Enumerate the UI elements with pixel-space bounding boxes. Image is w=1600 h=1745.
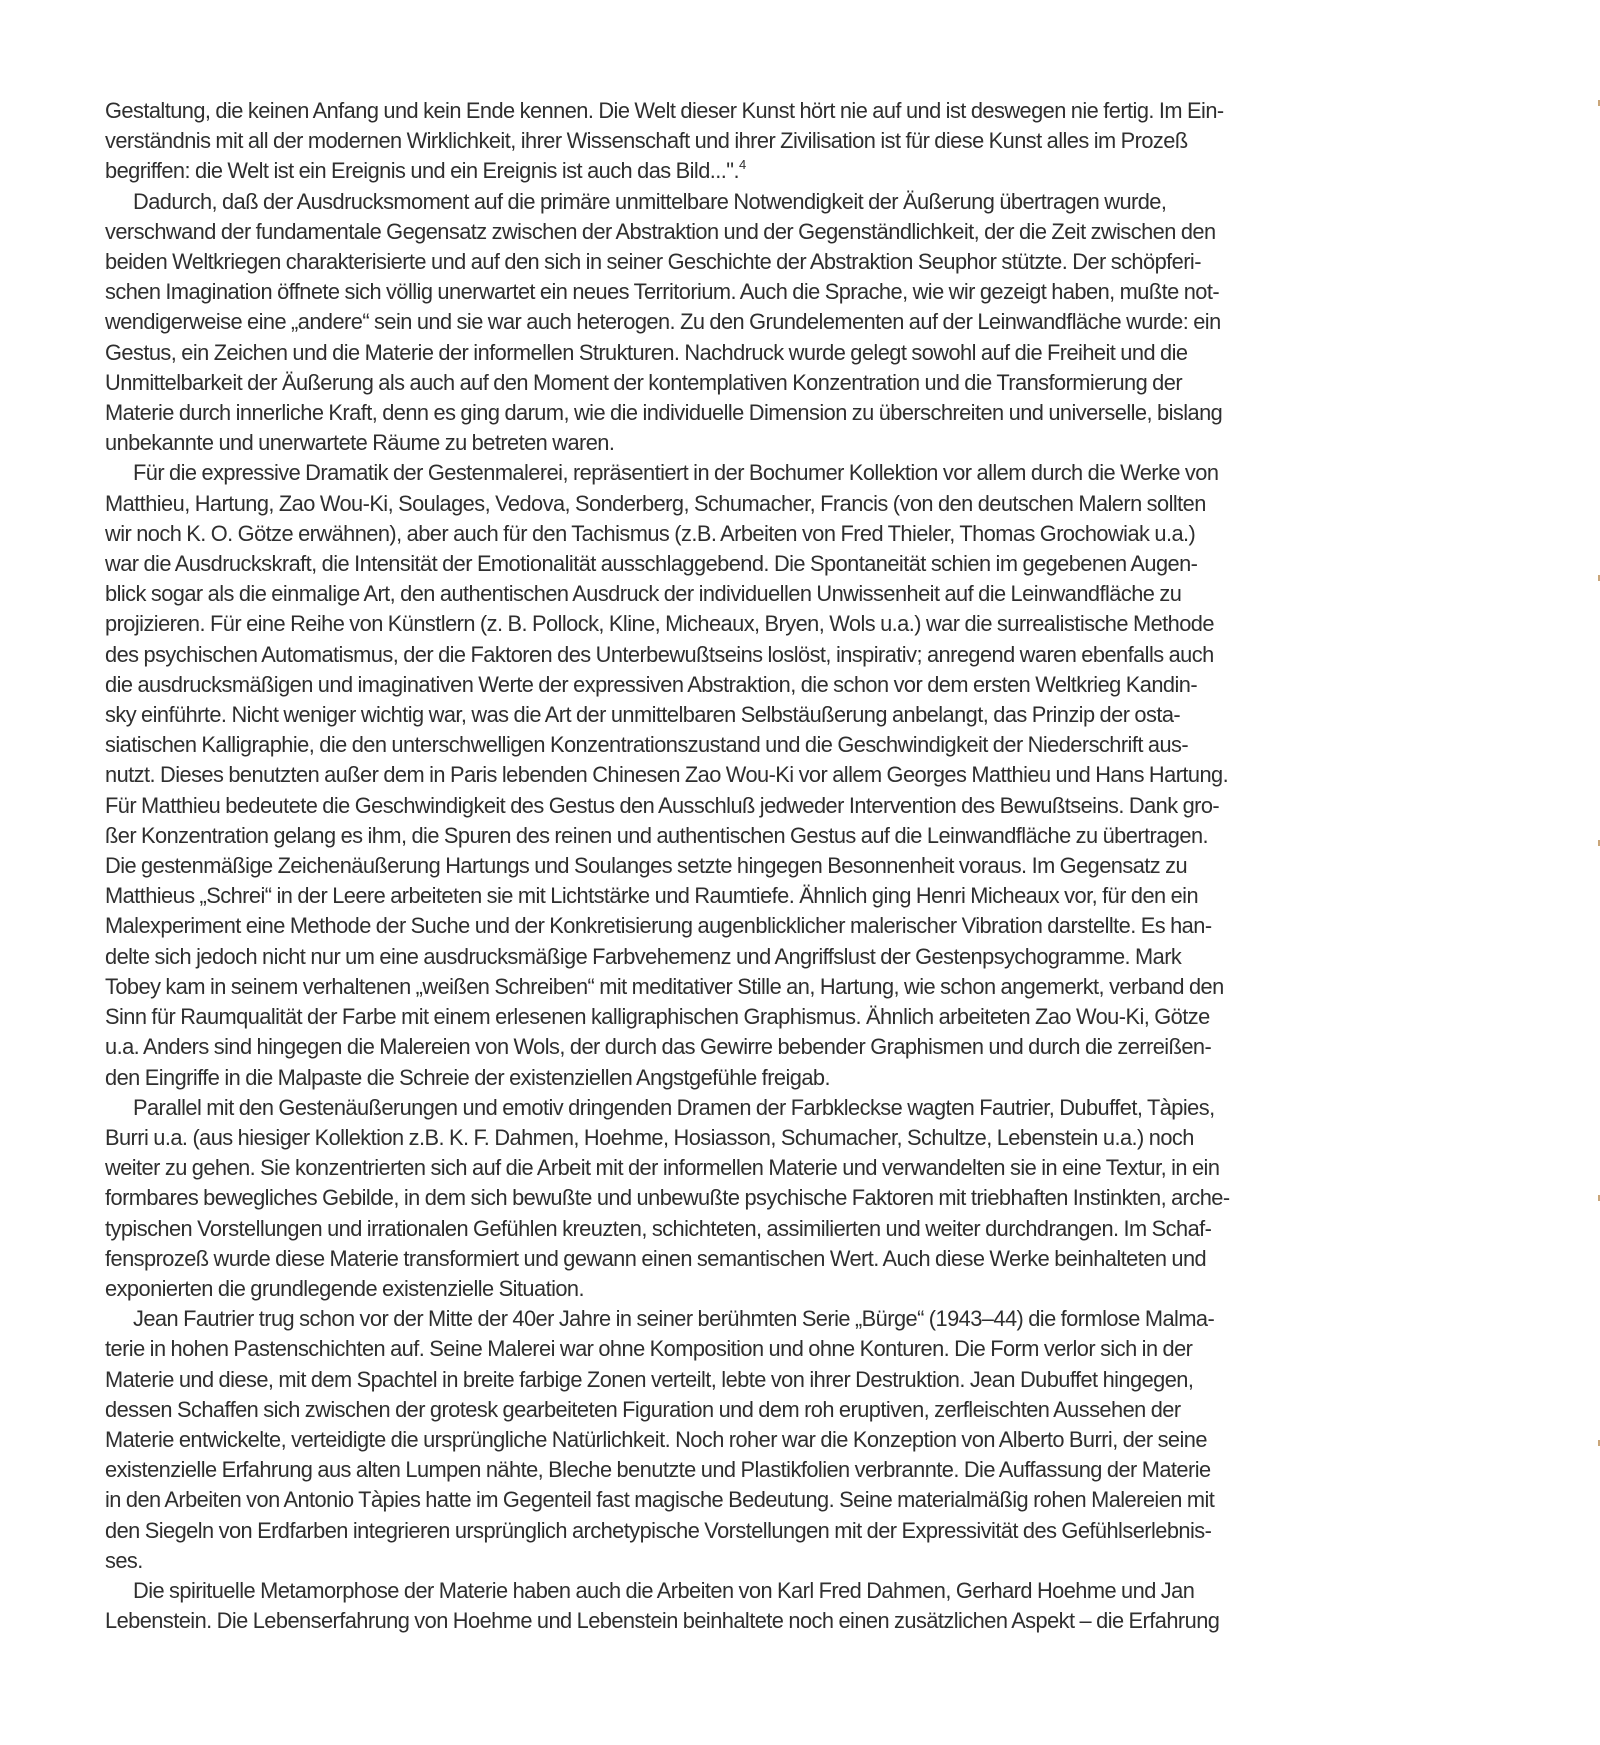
document-page	[105, 96, 1492, 1636]
paragraph-1	[105, 96, 1492, 187]
paragraph-4: Parallel mit den Gestenäußerungen und emotiv dringenden Dramen der Farbkleckse wagten Fautrier, Dubuffet, Tàpies, Burri u.a. (aus hiesiger Kollektion z.B. K. F. Dahmen, Hoehme, Hosiasson, Schumacher, Schultze, Lebenstein u.a.) noch weiter zu gehen. Sie konzentrierten sich auf die Arbeit mit der informellen Materie und verwandelten sie in eine Textur, in ein formbares bewegliches Gebilde, in dem sich bewußte und unbewußte psychische Faktoren mit triebhaften Instinkten, arche- typischen Vorstellungen und irrationalen Gefühlen kreuzten, schichteten, assimilierten und weiter durchdrangen. Im Schaf- fensprozeß wurde diese Materie transformiert und gewann einen semantischen Wert. Auch diese Werke beinhalteten und exponierten die grundlegende existenzielle Situation.	[105, 1094, 1230, 1301]
paragraph-2: Dadurch, daß der Ausdrucksmoment auf die primäre unmittelbare Notwendigkeit der Äußerung übertragen wurde, verschwand der fundamentale Gegensatz zwischen der Abstraktion und der Gegenständlichkeit, der die Zeit zwischen den beiden Weltkriegen charakterisierte und auf den sich in seiner Geschichte der Abstraktion Seuphor stützte. Der schöpferi- schen Imagination öffnete sich völlig unerwartet ein neues Territorium. Auch die Sprache, wie wir gezeigt haben, mußte not- wendigerweise eine „andere“ sein und sie war auch heterogen. Zu den Grundelementen auf der Leinwandfläche wurde: ein Gestus, ein Zeichen und die Materie der informellen Strukturen. Nachdruck wurde gelegt sowohl auf die Freiheit und die Unmittelbarkeit der Äußerung als auch auf den Moment der kontemplativen Konzentration und die Transformierung der Materie durch innerliche Kraft, denn es ging darum, wie die individuelle Dimension zu überschreiten und universelle, bislang unbekannte und unerwartete Räume zu betreten waren.	[105, 188, 1223, 456]
footnote-reference: 4	[739, 157, 747, 173]
paragraph-5: Jean Fautrier trug schon vor der Mitte der 40er Jahre in seiner berühmten Serie „Bürge“ (1943–44) die formlose Malma- terie in hohen Pastenschichten auf. Seine Malerei war ohne Komposition und ohne Konturen. Die Form verlor sich in der Materie und diese, mit dem Spachtel in breite farbige Zonen verteilt, lebte von ihrer Destruktion. Jean Dubuffet hingegen, dessen Schaffen sich zwischen der grotesk gearbeiteten Figuration und dem roh eruptiven, zerfleischten Aussehen der Materie entwickelte, verteidigte die ursprüngliche Natürlichkeit. Noch roher war die Konzeption von Alberto Burri, der seine existenzielle Erfahrung aus alten Lumpen nähte, Bleche benutzte und Plastikfolien verbrannte. Die Auffassung der Materie in den Arbeiten von Antonio Tàpies hatte im Gegenteil fast magische Bedeutung. Seine materialmäßig rohen Malereien mit den Siegeln von Erdfarben integrieren ursprünglich archetypische Vorstellungen mit der Expressivität des Gefühlserlebnis- ses.	[105, 1306, 1215, 1573]
paragraph-3: Für die expressive Dramatik der Gestenmalerei, repräsentiert in der Bochumer Kollektion vor allem durch die Werke von Matthieu, Hartung, Zao Wou-Ki, Soulages, Vedova, Sonderberg, Schumacher, Francis (von den deutschen Malern sollten wir noch K. O. Götze erwähnen), aber auch für den Tachismus (z.B. Arbeiten von Fred Thieler, Thomas Grochowiak u.a.) war die Ausdruckskraft, die Intensität der Emotionalität ausschlaggebend. Die Spontaneität schien im gegebenen Augen- blick sogar als die einmalige Art, den authentischen Ausdruck der individuellen Unwissenheit auf die Leinwandfläche zu projizieren. Für eine Reihe von Künstlern (z. B. Pollock, Kline, Micheaux, Bryen, Wols u.a.) war die surrealistische Methode des psychischen Automatismus, der die Faktoren des Unterbewußtseins loslöst, inspirativ; anregend waren ebenfalls auch die ausdrucksmäßigen und imaginativen Werte der expressiven Abstraktion, die schon vor dem ersten Weltkrieg Kandin- sky einführte. Nicht weniger wichtig war, was die Art der unmittelbaren Selbstäußerung anbelangt, das Prinzip der osta- siatischen Kalligraphie, die den unterschwelligen Konzentrationszustand und die Geschwindigkeit der Niederschrift aus- nutzt. Dieses benutzten außer dem in Paris lebenden Chinesen Zao Wou-Ki vor allem Georges Matthieu und Hans Hartung. Für Matthieu bedeutete die Geschwindigkeit des Gestus den Ausschluß jedweder Intervention des Bewußtseins. Dank gro- ßer Konzentration gelang es ihm, die Spuren des reinen und authentischen Gestus auf die Leinwandfläche zu übertragen. Die gestenmäßige Zeichenäußerung Hartungs und Soulanges setzte hingegen Besonnenheit voraus. Im Gegensatz zu Matthieus „Schrei“ in der Leere arbeiteten sie mit Lichtstärke und Raumtiefe. Ähnlich ging Henri Micheaux vor, für den ein Malexperiment eine Methode der Suche und der Konkretisierung augenblicklicher malerischer Vibration darstellte. Es han- delte sich jedoch nicht nur um eine ausdrucksmäßige Farbvehemenz und Angriffslust der Gestenpsychogramme. Mark Tobey kam in seinem verhaltenen „weißen Schreiben“ mit meditativer Stille an, Hartung, wie schon angemerkt, verband den Sinn für Raumqualität der Farbe mit einem erlesenen kalligraphischen Graphismus. Ähnlich arbeiteten Zao Wou-Ki, Götze u.a. Anders sind hingegen die Malereien von Wols, der durch das Gewirre bebender Graphismen und durch die zerreißen- den Eingriffe in die Malpaste die Schreie der existenziellen Angstgefühle freigab.	[105, 460, 1229, 1090]
paragraph-6: Die spirituelle Metamorphose der Materie haben auch die Arbeiten von Karl Fred Dahmen, Gerhard Hoehme und Jan Lebenstein. Die Lebenserfahrung von Hoehme und Lebenstein beinhaltete noch einen zusätzlichen Aspekt – die Erfahrung	[105, 1577, 1220, 1634]
paragraph-1-text: Gestaltung, die keinen Anfang und kein Ende kennen. Die Welt dieser Kunst hört nie auf und ist deswegen nie fertig. Im Ein- verständnis mit all der modernen Wirklichkeit, ihrer Wissenschaft und ihrer Zivilisation ist für diese Kunst alles im Prozeß begriffen: die Welt ist ein Ereignis und ein Ereignis ist auch das Bild...".	[105, 98, 1224, 184]
